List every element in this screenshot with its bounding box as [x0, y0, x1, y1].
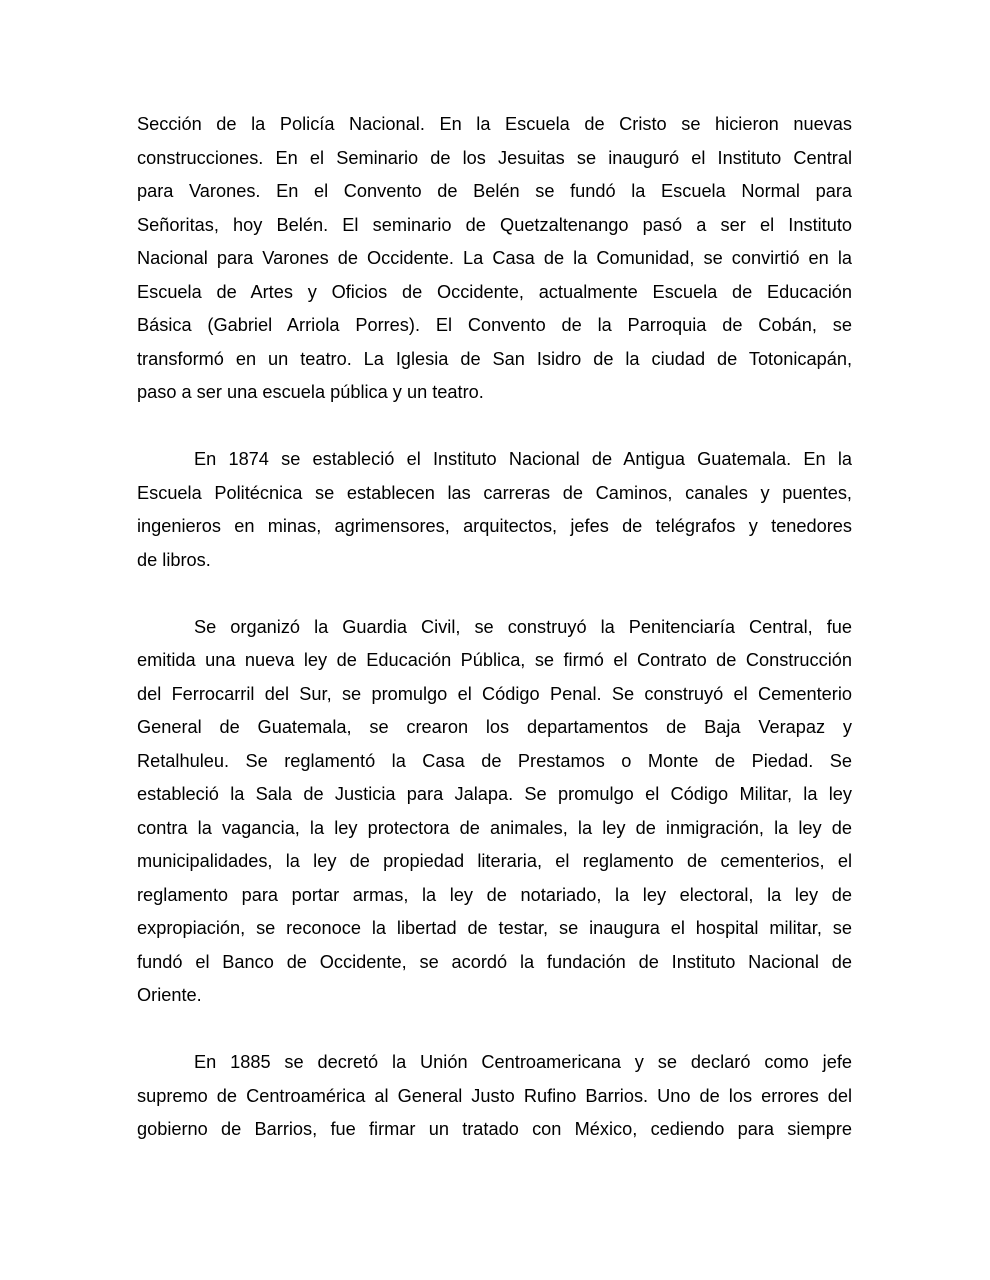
text-line: En 1874 se estableció el Instituto Nacional de Antigua Guatemala. En la — [194, 449, 852, 469]
text-line: de libros. — [137, 549, 211, 570]
paragraph-2 — [137, 443, 852, 577]
text-line: Sección de la Policía Nacional. En la Escuela de Cristo se hicieron nuevas — [137, 114, 852, 134]
text-line: Básica (Gabriel Arriola Porres). El Convento de la Parroquia de Cobán, se — [137, 315, 852, 335]
text-line: contra la vagancia, la ley protectora de animales, la ley de inmigración, la ley de — [137, 817, 852, 838]
text-line: En 1885 se decretó la Unión Centroamericana y se declaró como jefe — [194, 1052, 852, 1072]
text-line: estableció la Sala de Justicia para Jalapa. Se promulgo el Código Militar, la ley — [137, 784, 852, 804]
paragraph-spacer — [137, 1013, 852, 1047]
text-line: ingenieros en minas, agrimensores, arquitectos, jefes de telégrafos y tenedores — [137, 516, 852, 536]
text-line: gobierno de Barrios, fue firmar un tratado con México, cediendo para siempre — [137, 1119, 852, 1139]
text-line: del Ferrocarril del Sur, se promulgo el Código Penal. Se construyó el Cementerio — [137, 683, 852, 704]
paragraph-1 — [137, 108, 852, 410]
text-line: Oriente. — [137, 985, 202, 1005]
text-line: transformó en un teatro. La Iglesia de San Isidro de la ciudad de Totonicapán, — [137, 348, 852, 369]
text-line: Escuela Politécnica se establecen las carreras de Caminos, canales y puentes, — [137, 482, 852, 503]
text-line: Señoritas, hoy Belén. El seminario de Quetzaltenango pasó a ser el Instituto — [137, 214, 852, 235]
paragraph-spacer — [137, 410, 852, 444]
text-line: reglamento para portar armas, la ley de notariado, la ley electoral, la ley de — [137, 884, 852, 905]
paragraph-3 — [137, 611, 852, 1013]
text-line: General de Guatemala, se crearon los departamentos de Baja Verapaz y — [137, 717, 852, 737]
text-line: fundó el Banco de Occidente, se acordó la fundación de Instituto Nacional de — [137, 951, 852, 972]
text-line: Se organizó la Guardia Civil, se construyó la Penitenciaría Central, fue — [194, 616, 852, 637]
paragraph-4 — [137, 1046, 852, 1147]
text-line: municipalidades, la ley de propiedad literaria, el reglamento de cementerios, el — [137, 851, 852, 871]
paragraph-spacer — [137, 577, 852, 611]
text-line: Retalhuleu. Se reglamentó la Casa de Prestamos o Monte de Piedad. Se — [137, 750, 852, 771]
text-line: emitida una nueva ley de Educación Pública, se firmó el Contrato de Construcción — [137, 650, 852, 670]
text-line: construcciones. En el Seminario de los Jesuitas se inauguró el Instituto Central — [137, 147, 852, 168]
text-line: paso a ser una escuela pública y un teatro. — [137, 382, 484, 402]
text-line: supremo de Centroamérica al General Justo Rufino Barrios. Uno de los errores del — [137, 1085, 852, 1106]
text-line: Escuela de Artes y Oficios de Occidente, actualmente Escuela de Educación — [137, 281, 852, 302]
document-page — [137, 108, 852, 1147]
text-line: expropiación, se reconoce la libertad de testar, se inaugura el hospital militar, se — [137, 918, 852, 938]
text-line: Nacional para Varones de Occidente. La Casa de la Comunidad, se convirtió en la — [137, 248, 852, 268]
text-line: para Varones. En el Convento de Belén se fundó la Escuela Normal para — [137, 181, 852, 201]
